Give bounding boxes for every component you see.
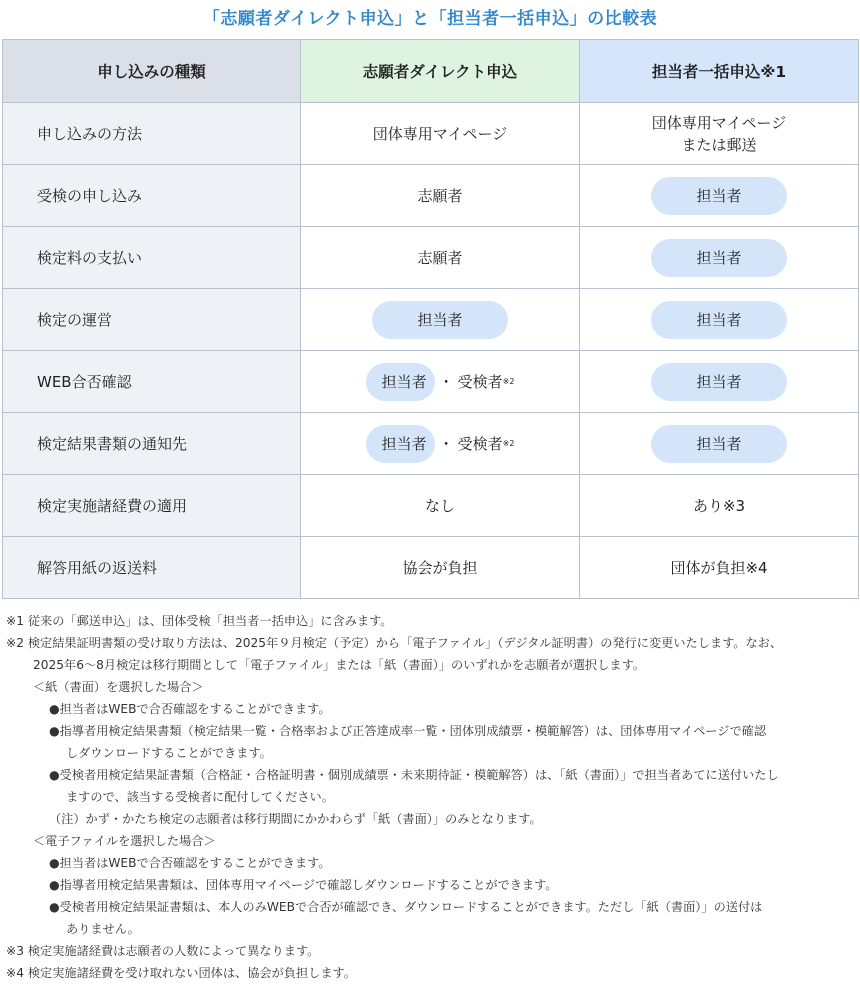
direct-cell: なし: [301, 475, 580, 537]
highlight-pill: 担当者: [651, 363, 787, 401]
electronic-bullet-2: ●指導者用検定結果書類は、団体専用マイページで確認しダウンロードすることができます。: [49, 878, 558, 892]
table-row: [3, 537, 859, 599]
paper-section-heading: ＜紙（書面）を選択した場合＞: [33, 680, 204, 694]
direct-cell: 志願者: [301, 165, 580, 227]
page-title: 「志願者ダイレクト申込」と「担当者一括申込」の比較表: [202, 9, 658, 29]
separator: ・: [438, 435, 454, 453]
bulk-cell: 団体が負担※4: [580, 537, 859, 599]
footnote-3: ※3 検定実施諸経費は志願者の人数によって異なります。: [6, 944, 320, 958]
bulk-cell-line: 団体専用マイページ: [651, 113, 787, 132]
table-row: [3, 289, 859, 351]
row-label: 検定実施諸経費の適用: [3, 475, 301, 537]
direct-cell: 協会が負担: [301, 537, 580, 599]
bulk-cell: [580, 413, 859, 475]
highlight-pill: 担当者: [651, 301, 787, 339]
electronic-bullet-3-cont: ありません。: [66, 922, 140, 936]
direct-cell: [301, 351, 580, 413]
footnotes: [6, 610, 858, 984]
examinee-text: 受検者: [457, 373, 503, 391]
table-header-row: [3, 40, 859, 103]
examinee-text: 受検者: [457, 435, 503, 453]
direct-cell: [301, 413, 580, 475]
footnote-ref: ※2: [502, 377, 515, 386]
row-label: WEB合否確認: [3, 351, 301, 413]
row-label: 検定料の支払い: [3, 227, 301, 289]
bulk-cell: [580, 351, 859, 413]
bulk-cell: [580, 289, 859, 351]
row-label: 申し込みの方法: [3, 103, 301, 165]
paper-bullet-2-cont: しダウンロードすることができます。: [66, 746, 272, 760]
table-row: [3, 103, 859, 165]
direct-cell: [301, 289, 580, 351]
footnote-2: ※2 検定結果証明書類の受け取り方法は、2025年９月検定（予定）から「電子ファイル」（デジタル証明書）の発行に変更いたします。なお、: [6, 636, 783, 650]
row-label: 受検の申し込み: [3, 165, 301, 227]
bulk-cell: [580, 103, 859, 165]
bulk-cell-line: または郵送: [681, 135, 757, 154]
paper-bullet-2: ●指導者用検定結果書類（検定結果一覧・合格率および正答達成率一覧・団体別成績票・模範解答）は、団体専用マイページで確認: [49, 724, 767, 738]
table-row: [3, 165, 859, 227]
header-bulk-application: 担当者一括申込※1: [580, 40, 859, 103]
row-label: 解答用紙の返送料: [3, 537, 301, 599]
bulk-cell: [580, 165, 859, 227]
header-direct-application: 志願者ダイレクト申込: [301, 40, 580, 103]
electronic-bullet-3: ●受検者用検定結果証書類は、本人のみWEBで合否が確認でき、ダウンロードすることができます。ただし「紙（書面）」の送付は: [49, 900, 763, 914]
separator: ・: [438, 373, 454, 391]
footnote-2-cont: 2025年6〜8月検定は移行期間として「電子ファイル」または「紙（書面）」のいずれかを志願者が選択します。: [33, 658, 646, 672]
row-label: 検定結果書類の通知先: [3, 413, 301, 475]
paper-bullet-3: ●受検者用検定結果証書類（合格証・合格証明書・個別成績票・未来期待証・模範解答）は、「紙（書面）」で担当者あてに送付いたし: [49, 768, 779, 782]
paper-note: （注）かず・かたち検定の志願者は移行期間にかかわらず「紙（書面）」のみとなります。: [49, 812, 542, 826]
table-row: [3, 227, 859, 289]
highlight-pill: 担当者: [651, 425, 787, 463]
bulk-cell: あり※3: [580, 475, 859, 537]
paper-bullet-3-cont: ますので、該当する受検者に配付してください。: [66, 790, 334, 804]
electronic-bullet-1: ●担当者はWEBで合否確認をすることができます。: [49, 856, 331, 870]
bulk-cell: [580, 227, 859, 289]
table-row: [3, 351, 859, 413]
paper-bullet-1: ●担当者はWEBで合否確認をすることができます。: [49, 702, 331, 716]
comparison-table: [2, 39, 859, 599]
highlight-pill: 担当者: [651, 177, 787, 215]
table-row: [3, 413, 859, 475]
footnote-1: ※1 従来の「郵送申込」は、団体受検「担当者一括申込」に含みます。: [6, 614, 393, 628]
highlight-pill: 担当者: [366, 363, 435, 401]
footnote-ref: ※2: [502, 439, 515, 448]
row-label: 検定の運営: [3, 289, 301, 351]
highlight-pill: 担当者: [366, 425, 435, 463]
electronic-section-heading: ＜電子ファイルを選択した場合＞: [33, 834, 216, 848]
highlight-pill: 担当者: [651, 239, 787, 277]
table-row: [3, 475, 859, 537]
highlight-pill: 担当者: [372, 301, 508, 339]
footnote-4: ※4 検定実施諸経費を受け取れない団体は、協会が負担します。: [6, 966, 356, 980]
header-application-type: 申し込みの種類: [3, 40, 301, 103]
direct-cell: 団体専用マイページ: [301, 103, 580, 165]
direct-cell: 志願者: [301, 227, 580, 289]
